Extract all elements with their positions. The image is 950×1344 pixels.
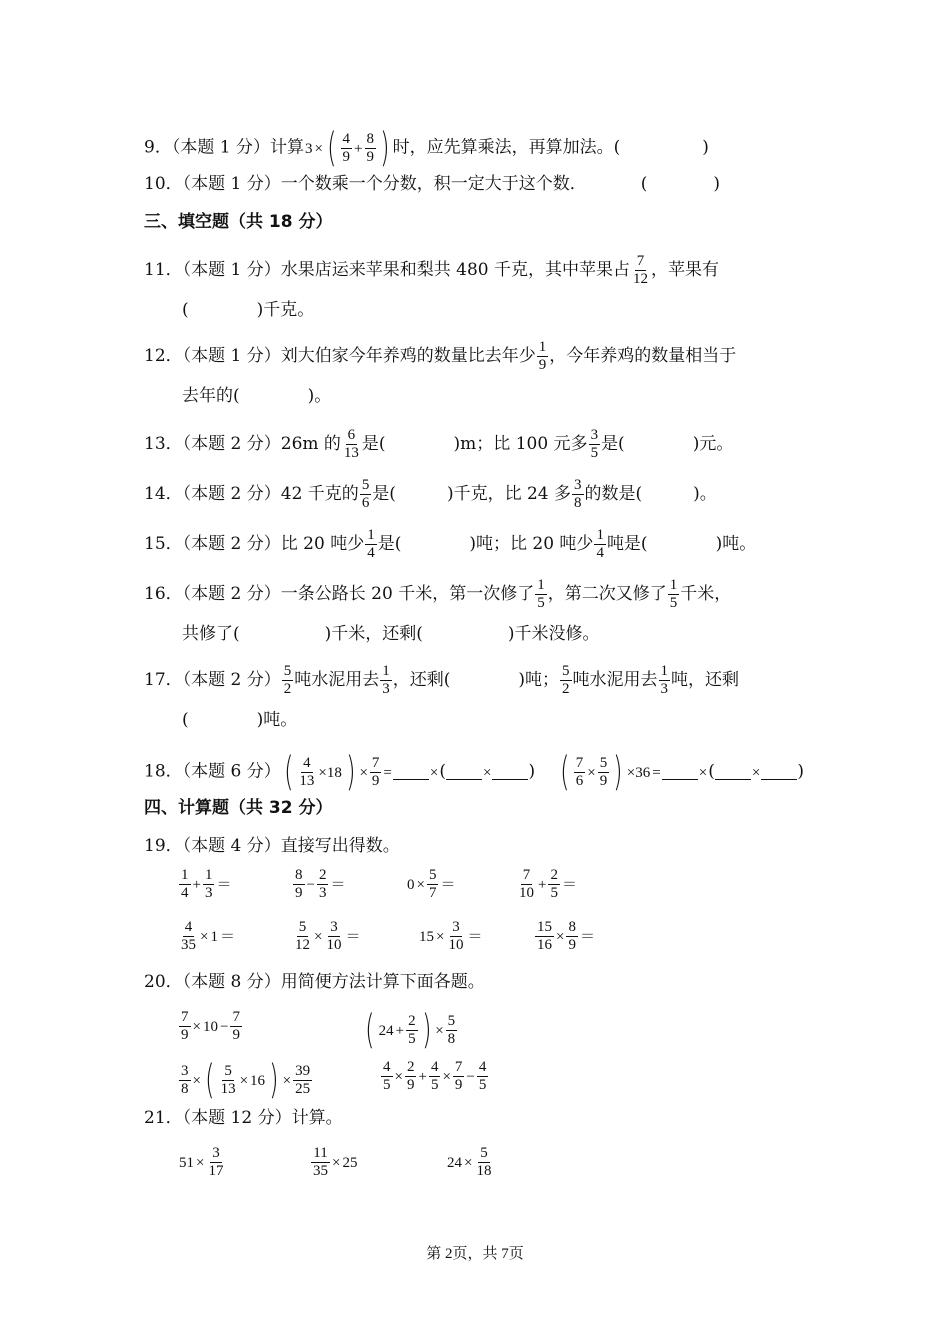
numerator: 3	[574, 477, 582, 493]
times-sign: ×	[192, 1072, 201, 1089]
times-sign: ×	[751, 764, 761, 781]
times-sign: ×	[483, 764, 492, 781]
fraction	[668, 578, 680, 611]
numerator: 5	[562, 663, 570, 679]
question-text: 千米，	[680, 584, 732, 604]
fraction	[179, 868, 191, 901]
fraction	[203, 868, 215, 901]
question-text: 吨水泥用去	[572, 670, 658, 690]
right-paren: )	[345, 749, 356, 795]
numerator: 5	[447, 1012, 456, 1029]
times-sign: ×	[192, 1019, 201, 1035]
answer-paren: (	[640, 174, 648, 194]
denominator: 9	[232, 1027, 240, 1043]
number: 16	[250, 1072, 266, 1089]
numerator: 11	[313, 1145, 328, 1161]
expression	[292, 920, 361, 953]
denominator: 9	[454, 1077, 463, 1093]
expression	[178, 1057, 313, 1103]
question-10	[144, 172, 720, 196]
fraction	[548, 868, 560, 901]
numerator: 1	[538, 339, 547, 355]
numerator: 5	[480, 1145, 488, 1161]
equals-sign: ＝	[219, 929, 235, 945]
fraction	[574, 756, 586, 789]
times-sign: ×	[435, 1022, 444, 1039]
expression	[178, 920, 236, 953]
question-score: （本题 1 分）	[171, 137, 270, 158]
question-score: （本题 2 分）	[182, 670, 281, 690]
answer-blank[interactable]	[662, 765, 698, 780]
numerator: 7	[181, 1009, 189, 1025]
number: 1	[210, 929, 218, 945]
denominator: 18	[476, 1163, 492, 1179]
question-score: （本题 2 分）	[182, 434, 281, 454]
numerator: 3	[212, 1145, 220, 1161]
denominator: 16	[537, 937, 552, 953]
numerator: 1	[204, 867, 213, 883]
denominator: 25	[295, 1080, 311, 1097]
number: 3	[304, 140, 313, 157]
question-score: （本题 2 分）	[182, 534, 281, 554]
equals-sign: ＝	[440, 877, 456, 893]
plus-sign: +	[192, 877, 201, 893]
numerator: 3	[330, 919, 338, 935]
numerator: 1	[382, 663, 390, 679]
right-paren: )	[421, 1007, 432, 1053]
question-text: 一条公路长 20 千米，第一次修了	[280, 584, 535, 604]
answer-blank[interactable]	[446, 765, 482, 780]
denominator: 9	[371, 772, 380, 789]
numerator: 1	[596, 527, 604, 543]
answer-blank[interactable]	[761, 765, 797, 780]
number: 51	[179, 1155, 194, 1171]
plus-sign: +	[538, 877, 547, 893]
fraction	[360, 478, 372, 511]
denominator: 12	[633, 271, 649, 287]
expression	[446, 1146, 494, 1179]
fraction	[406, 1014, 418, 1047]
question-text: 计算	[269, 137, 304, 158]
denominator: 9	[295, 885, 303, 901]
denominator: 13	[343, 445, 359, 461]
expression	[178, 868, 232, 901]
numerator: 7	[575, 754, 584, 771]
numerator: 8	[295, 867, 303, 883]
fraction	[453, 1060, 465, 1093]
times-sign: ×	[556, 929, 565, 945]
question-12-line2: 去年的( )。	[182, 386, 332, 406]
question-number: 17．	[144, 670, 183, 690]
question-text: 是( )吨；比 20 吨少	[377, 534, 594, 554]
fraction	[370, 756, 382, 789]
section-title: 四、计算题（共 32 分）	[144, 798, 333, 818]
fraction	[594, 528, 606, 561]
times-sign: ×	[282, 1072, 292, 1089]
fraction	[535, 578, 547, 611]
number: 24	[378, 1022, 394, 1039]
question-18	[144, 749, 804, 795]
numerator: 7	[232, 1009, 240, 1025]
expression	[292, 868, 346, 901]
expression	[310, 1146, 358, 1179]
numerator: 6	[347, 427, 356, 443]
question-score: （本题 1 分）	[182, 260, 281, 280]
numerator: 8	[366, 130, 374, 147]
fraction	[282, 664, 294, 697]
fraction	[598, 756, 610, 789]
fraction	[365, 132, 377, 165]
question-number: 14．	[144, 484, 183, 504]
fraction	[341, 132, 353, 165]
question-number: 13．	[144, 434, 183, 454]
numerator: 1	[181, 867, 189, 883]
question-text: ，第二次又修了	[547, 584, 667, 604]
denominator: 9	[406, 1077, 415, 1093]
denominator: 5	[430, 1077, 439, 1093]
times-sign: ×	[200, 929, 209, 945]
numerator: 5	[428, 867, 437, 883]
denominator: 2	[283, 681, 292, 697]
numerator: 5	[298, 919, 307, 935]
fraction	[429, 1060, 441, 1093]
numerator: 1	[660, 663, 669, 679]
question-text: ，今年养鸡的数量相当于	[549, 346, 737, 366]
plus-sign: +	[418, 1069, 427, 1085]
right-paren: )	[269, 1057, 279, 1103]
fraction	[659, 664, 671, 697]
denominator: 5	[408, 1030, 416, 1047]
fraction	[537, 340, 549, 373]
number: 25	[342, 1155, 358, 1171]
fraction	[380, 664, 392, 697]
question-number: 11．	[144, 260, 183, 280]
fraction	[311, 1146, 330, 1179]
answer-paren: )	[702, 137, 709, 158]
numerator: 2	[550, 867, 558, 883]
times-sign: ×	[698, 764, 708, 781]
numerator: 1	[537, 577, 545, 593]
times-sign: ×	[359, 764, 368, 781]
question-17	[144, 664, 739, 697]
question-14	[144, 478, 717, 511]
page-footer: 第 2页，共 7页	[426, 1246, 524, 1262]
fraction	[405, 1060, 417, 1093]
numerator: 8	[568, 919, 576, 935]
numerator: 3	[590, 427, 599, 443]
expression	[516, 868, 578, 901]
denominator: 8	[181, 1080, 189, 1097]
question-score: （本题 1 分）	[182, 346, 281, 366]
numerator: 2	[318, 867, 327, 883]
times-sign: ×	[314, 929, 323, 945]
left-paren: (	[560, 749, 570, 795]
numerator: 4	[303, 754, 311, 771]
fraction	[631, 254, 650, 287]
fraction	[293, 920, 312, 953]
fraction	[572, 478, 584, 511]
question-15	[144, 528, 756, 561]
denominator: 8	[447, 1030, 456, 1047]
numerator: 2	[408, 1012, 416, 1029]
times-sign: ×	[429, 764, 439, 781]
question-20: 20．（本题 8 分）用简便方法计算下面各题。	[144, 972, 485, 992]
equals-sign: ＝	[345, 929, 361, 945]
times-sign: ×	[239, 1072, 249, 1089]
number: 0	[407, 877, 415, 893]
numerator: 5	[283, 663, 292, 679]
fraction	[206, 1146, 225, 1179]
number: 15	[419, 929, 434, 945]
minus-sign: −	[219, 1019, 229, 1035]
left-paren: (	[283, 749, 294, 795]
numerator: 4	[342, 130, 351, 147]
fraction	[179, 1064, 191, 1097]
number: 10	[202, 1019, 218, 1035]
question-text: 是( )m；比 100 元多	[361, 434, 588, 454]
question-text: ，苹果有	[651, 260, 720, 280]
denominator: 3	[204, 885, 213, 901]
equals-sign: =	[383, 764, 392, 781]
times-sign: ×	[416, 877, 425, 893]
question-text: 42 千克的	[280, 484, 359, 504]
question-number: 9．	[144, 137, 172, 158]
question-number: 16．	[144, 584, 183, 604]
denominator: 6	[361, 495, 370, 511]
denominator: 9	[181, 1027, 189, 1043]
question-text: 水果店运来苹果和梨共 480 千克，其中苹果占	[280, 260, 631, 280]
times-sign: ×	[442, 1069, 451, 1085]
number: 24	[447, 1155, 462, 1171]
right-paren: )	[613, 749, 623, 795]
question-text: 吨水泥用去	[294, 670, 380, 690]
section-title: 三、填空题（共 18 分）	[144, 212, 333, 232]
fraction	[517, 868, 536, 901]
paren: )	[797, 761, 804, 782]
denominator: 5	[669, 595, 678, 611]
numerator: 2	[406, 1059, 415, 1075]
question-19: 19．（本题 4 分）直接写出得数。	[144, 836, 400, 856]
numerator: 4	[478, 1059, 487, 1075]
numerator: 7	[454, 1059, 463, 1075]
question-text: 比 20 吨少	[280, 534, 365, 554]
fraction	[381, 1060, 393, 1093]
fraction	[427, 868, 439, 901]
denominator: 3	[660, 681, 669, 697]
question-11-line2: ( )千克。	[182, 300, 315, 320]
question-text: 是( )元。	[601, 434, 734, 454]
fraction	[317, 868, 329, 901]
denominator: 5	[590, 445, 599, 461]
plus-sign: +	[354, 140, 363, 157]
question-number: 15．	[144, 534, 183, 554]
expression	[406, 868, 456, 901]
numerator: 4	[184, 919, 193, 935]
question-9	[144, 125, 709, 171]
question-text: ，还剩( )吨；	[392, 670, 560, 690]
times-sign: ×	[587, 764, 596, 781]
fraction	[297, 756, 316, 789]
fraction	[230, 1010, 242, 1043]
numerator: 7	[371, 754, 380, 771]
fraction	[560, 664, 572, 697]
fraction	[365, 528, 377, 561]
left-paren: (	[365, 1007, 375, 1053]
expression-part: ×18	[318, 764, 342, 781]
equals-sign: ＝	[330, 877, 346, 893]
denominator: 9	[366, 148, 374, 165]
fraction	[474, 1146, 493, 1179]
numerator: 1	[669, 577, 678, 593]
question-score: （本题 6 分）	[182, 761, 281, 782]
question-21: 21．（本题 12 分）计算。	[144, 1108, 343, 1128]
question-text: 时，应先算乘法，再算加法。(	[392, 137, 621, 158]
denominator: 9	[568, 937, 576, 953]
question-16-line2: 共修了( )千米，还剩( )千米没修。	[182, 624, 600, 644]
denominator: 9	[538, 357, 547, 373]
fraction	[477, 1060, 489, 1093]
equals-sign: ＝	[467, 929, 483, 945]
numerator: 4	[430, 1059, 439, 1075]
denominator: 3	[382, 681, 390, 697]
numerator: 15	[537, 919, 552, 935]
times-sign: ×	[196, 1155, 205, 1171]
fraction	[324, 920, 343, 953]
expression-part: ×36	[626, 764, 651, 781]
question-text: 是( )千克，比 24 多	[372, 484, 572, 504]
denominator: 13	[299, 772, 315, 789]
numerator: 7	[522, 867, 531, 883]
answer-blank[interactable]	[715, 765, 751, 780]
question-17-line2: ( )吨。	[182, 710, 298, 730]
denominator: 9	[342, 148, 351, 165]
times-sign: ×	[464, 1155, 473, 1171]
fraction	[179, 920, 198, 953]
fraction	[446, 920, 465, 953]
denominator: 7	[428, 885, 437, 901]
fraction	[293, 1064, 312, 1097]
question-text: 吨，还剩	[671, 670, 740, 690]
fraction	[219, 1064, 238, 1097]
denominator: 4	[367, 545, 375, 561]
answer-blank[interactable]	[393, 765, 429, 780]
fraction	[293, 868, 305, 901]
question-score: （本题 2 分）	[182, 584, 281, 604]
times-sign: ×	[314, 140, 323, 157]
denominator: 13	[220, 1080, 236, 1097]
denominator: 35	[313, 1163, 328, 1179]
numerator: 39	[295, 1062, 311, 1079]
paren: (	[708, 761, 715, 782]
fraction	[179, 1010, 191, 1043]
minus-sign: −	[466, 1069, 475, 1085]
expression	[380, 1060, 489, 1093]
expression	[534, 920, 596, 953]
expression	[178, 1146, 226, 1179]
question-13	[144, 428, 733, 461]
denominator: 3	[318, 885, 327, 901]
question-number: 12．	[144, 346, 183, 366]
expression	[418, 920, 483, 953]
fraction	[566, 920, 578, 953]
denominator: 8	[574, 495, 582, 511]
denominator: 10	[448, 937, 464, 953]
paren: (	[439, 761, 446, 782]
numerator: 7	[636, 253, 645, 269]
question-score: （本题 2 分）	[182, 484, 281, 504]
answer-paren: )	[713, 174, 721, 194]
fraction	[342, 428, 361, 461]
numerator: 4	[383, 1059, 391, 1075]
equals-sign: ＝	[579, 929, 595, 945]
question-text: 吨是( )吨。	[606, 534, 757, 554]
numerator: 3	[452, 919, 460, 935]
plus-sign: +	[395, 1022, 405, 1039]
times-sign: ×	[332, 1155, 341, 1171]
left-paren: (	[327, 125, 337, 171]
denominator: 4	[596, 545, 604, 561]
expression	[178, 1010, 243, 1043]
question-text: 的数是( )。	[584, 484, 717, 504]
left-paren: (	[205, 1057, 215, 1103]
denominator: 5	[550, 885, 558, 901]
numerator: 5	[361, 477, 370, 493]
question-12	[144, 340, 736, 373]
times-sign: ×	[436, 929, 445, 945]
equals-sign: ＝	[216, 877, 232, 893]
denominator: 5	[478, 1077, 487, 1093]
denominator: 4	[181, 885, 189, 901]
denominator: 2	[562, 681, 570, 697]
fraction	[446, 1014, 458, 1047]
denominator: 5	[537, 595, 545, 611]
right-paren: )	[380, 125, 390, 171]
question-text: 10．（本题 1 分）一个数乘一个分数，积一定大于这个数．	[144, 174, 587, 194]
expression	[362, 1007, 458, 1053]
denominator: 12	[295, 937, 310, 953]
denominator: 6	[575, 772, 584, 789]
denominator: 35	[181, 937, 196, 953]
denominator: 10	[326, 937, 342, 953]
question-11	[144, 254, 719, 287]
question-text: 26m 的	[280, 434, 341, 454]
fraction	[589, 428, 601, 461]
times-sign: ×	[394, 1069, 403, 1085]
numerator: 5	[599, 754, 608, 771]
minus-sign: −	[306, 877, 315, 893]
denominator: 5	[383, 1077, 391, 1093]
denominator: 9	[599, 772, 608, 789]
answer-blank[interactable]	[492, 765, 528, 780]
question-text: 刘大伯家今年养鸡的数量比去年少	[280, 346, 536, 366]
denominator: 17	[208, 1163, 224, 1179]
question-number: 18．	[144, 761, 183, 782]
question-16	[144, 578, 731, 611]
numerator: 1	[367, 527, 375, 543]
paren: )	[528, 761, 536, 782]
fraction	[535, 920, 554, 953]
equals-sign: ＝	[561, 877, 577, 893]
numerator: 5	[224, 1062, 232, 1079]
equals-sign: =	[652, 764, 661, 781]
denominator: 10	[519, 885, 534, 901]
numerator: 3	[181, 1062, 189, 1079]
